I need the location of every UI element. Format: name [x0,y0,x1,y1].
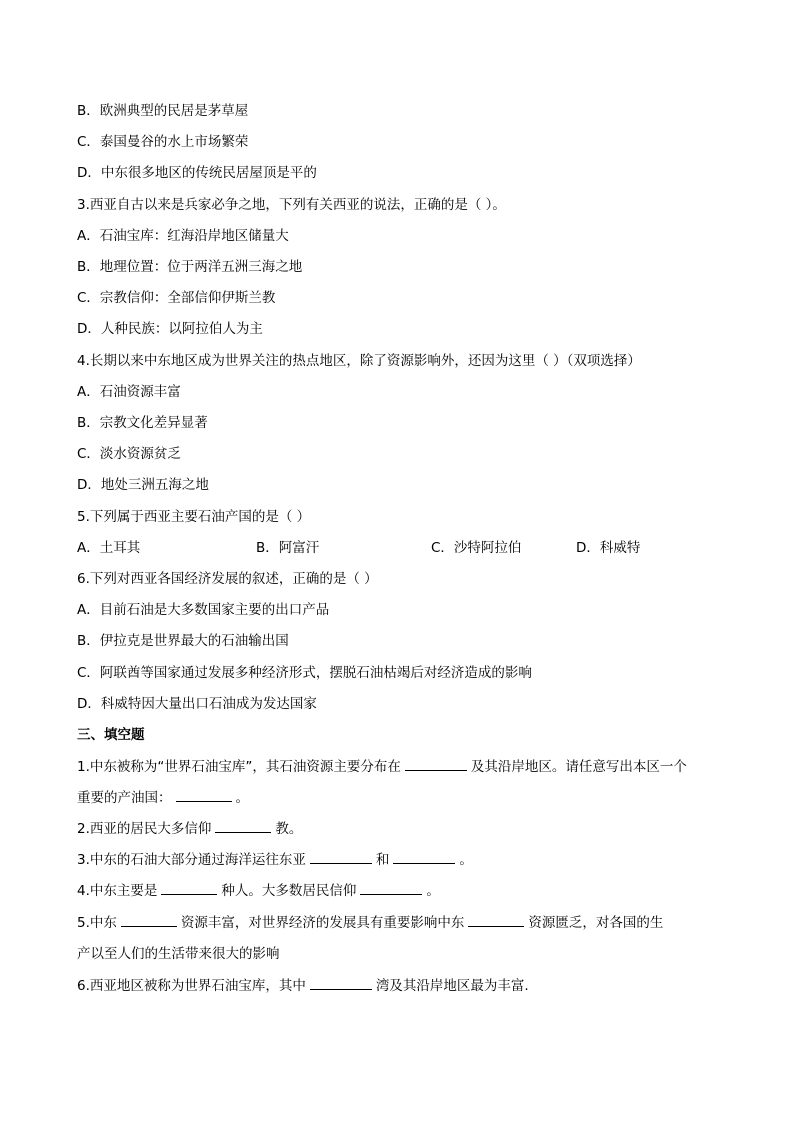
answer-blank[interactable] [121,914,177,927]
fill-q3-text-a: 3.中东的石油大部分通过海洋运往东亚 [77,852,306,868]
fill-q1-text-d: 。 [235,790,249,806]
q2-option-d: D．中东很多地区的传统民居屋顶是平的 [77,165,317,181]
fill-q2 [77,820,302,838]
q2-option-c: C．泰国曼谷的水上市场繁荣 [77,134,249,150]
fill-q4 [77,882,440,900]
q5-option-d: D．科威特 [576,540,641,556]
answer-blank[interactable] [161,882,217,895]
fill-q3-text-c: 。 [459,852,473,868]
q3-option-c: C．宗教信仰：全部信仰伊斯兰教 [77,290,276,306]
q3-stem: 3.西亚自古以来是兵家必争之地，下列有关西亚的说法，正确的是（ ）。 [77,197,506,213]
answer-blank[interactable] [405,758,467,771]
answer-blank[interactable] [393,851,455,864]
q4-stem: 4.长期以来中东地区成为世界关注的热点地区，除了资源影响外，还因为这里（ ）（双项选择） [77,353,641,369]
answer-blank[interactable] [468,914,524,927]
fill-q1-text-c: 重要的产油国： [77,790,172,806]
q2-option-b: B．欧洲典型的民居是茅草屋 [77,103,249,119]
fill-q5-line1 [77,914,663,932]
fill-q5-text-a: 5.中东 [77,915,117,931]
q3-option-d: D．人种民族：以阿拉伯人为主 [77,321,263,337]
fill-q3 [77,851,473,869]
fill-q2-text-a: 2.西亚的居民大多信仰 [77,821,212,837]
q4-option-a: A．石油资源丰富 [77,384,181,400]
fill-q6-text-a: 6.西亚地区被称为世界石油宝库，其中 [77,978,306,994]
q5-option-a: A．土耳其 [77,540,141,556]
fill-q6 [77,977,529,995]
fill-q4-text-b: 种人。大多数居民信仰 [221,883,357,899]
answer-blank[interactable] [176,789,232,802]
q3-option-b: B．地理位置：位于两洋五洲三海之地 [77,259,303,275]
fill-q1-line2 [77,789,249,807]
q5-option-c: C．沙特阿拉伯 [431,540,522,556]
answer-blank[interactable] [360,882,422,895]
q6-option-b: B．伊拉克是世界最大的石油输出国 [77,633,289,649]
fill-q4-text-a: 4.中东主要是 [77,883,158,899]
fill-q5-text-c: 资源匮乏，对各国的生 [528,915,664,931]
fill-q1-text-b: 及其沿岸地区。请任意写出本区一个 [470,759,687,775]
fill-q2-text-b: 教。 [275,821,303,837]
q5-stem: 5.下列属于西亚主要石油产国的是（ ） [77,509,311,525]
q3-option-a: A．石油宝库：红海沿岸地区储量大 [77,228,289,244]
answer-blank[interactable] [310,851,372,864]
q4-option-b: B．宗教文化差异显著 [77,415,208,431]
fill-q3-text-b: 和 [375,852,390,868]
q6-option-d: D．科威特因大量出口石油成为发达国家 [77,696,317,712]
q4-option-d: D．地处三洲五海之地 [77,477,209,493]
answer-blank[interactable] [310,977,372,990]
fill-q5-line2: 产以至人们的生活带来很大的影响 [77,946,280,962]
fill-q6-text-b: 湾及其沿岸地区最为丰富. [375,978,529,994]
fill-q5-text-b: 资源丰富，对世界经济的发展具有重要影响中东 [180,915,465,931]
section-heading: 三、填空题 [77,727,145,743]
q4-option-c: C．淡水资源贫乏 [77,446,181,462]
answer-blank[interactable] [215,820,271,833]
fill-q4-text-c: 。 [426,883,440,899]
q5-option-b: B．阿富汗 [256,540,320,556]
fill-q1-line1 [77,758,687,776]
q6-option-a: A．目前石油是大多数国家主要的出口产品 [77,602,330,618]
q6-stem: 6.下列对西亚各国经济发展的叙述，正确的是（ ） [77,571,378,587]
fill-q1-text-a: 1.中东被称为“世界石油宝库”，其石油资源主要分布在 [77,759,401,775]
q6-option-c: C．阿联酋等国家通过发展多种经济形式，摆脱石油枯竭后对经济造成的影响 [77,665,532,681]
